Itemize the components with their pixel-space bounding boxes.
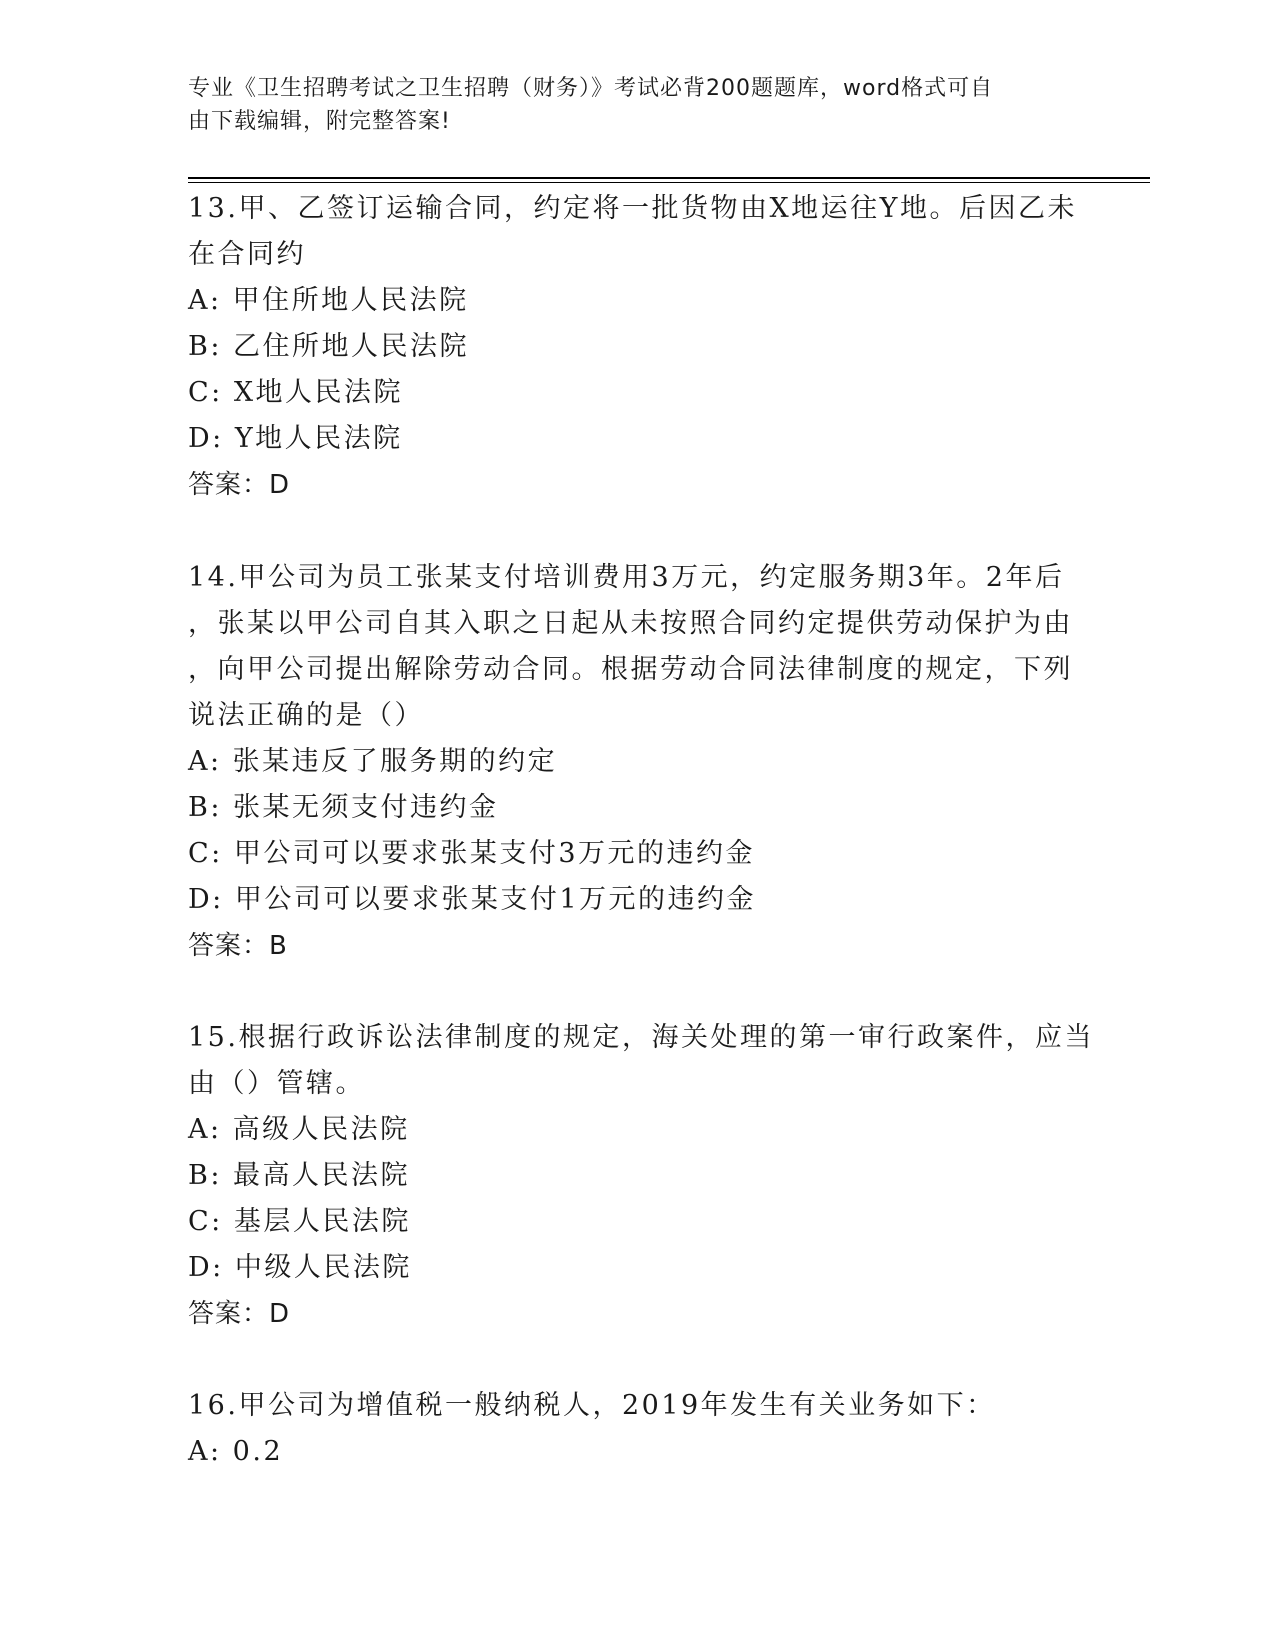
- question-stem-line: 16.甲公司为增值税一般纳税人，2019年发生有关业务如下：: [188, 1390, 996, 1421]
- option-b: B: 最高人民法院: [188, 1160, 411, 1191]
- option-b: B: 张某无须支付违约金: [188, 792, 499, 823]
- option-a: A: 0.2: [188, 1436, 284, 1467]
- question-stem-line: 由（）管辖。: [188, 1068, 365, 1099]
- option-d: D: 中级人民法院: [188, 1252, 412, 1283]
- option-c: C: 甲公司可以要求张某支付3万元的违约金: [188, 838, 756, 869]
- header-line-2: 由下载编辑，附完整答案!: [188, 109, 451, 134]
- option-c: C: X地人民法院: [188, 377, 404, 408]
- header-divider-thin: [188, 182, 1150, 183]
- answer-label: 答案：D: [188, 1299, 291, 1329]
- question-14: [188, 555, 1078, 969]
- question-stem-line: 13.甲、乙签订运输合同，约定将一批货物由X地运往Y地。后因乙未: [188, 193, 1077, 224]
- option-c: C: 基层人民法院: [188, 1206, 411, 1237]
- question-stem-line: ，向甲公司提出解除劳动合同。根据劳动合同法律制度的规定，下列: [188, 654, 1073, 685]
- header-divider-thick: [188, 177, 1150, 179]
- question-15: [188, 1015, 1094, 1337]
- option-a: A: 高级人民法院: [188, 1114, 410, 1145]
- question-13: [188, 186, 1078, 508]
- answer-label: 答案：B: [188, 931, 288, 961]
- option-a: A: 张某违反了服务期的约定: [188, 746, 558, 777]
- question-stem-line: ，张某以甲公司自其入职之日起从未按照合同约定提供劳动保护为由: [188, 608, 1073, 639]
- header-line-1: 专业《卫生招聘考试之卫生招聘（财务）》考试必背200题题库，word格式可自: [188, 76, 994, 101]
- option-d: D: 甲公司可以要求张某支付1万元的违约金: [188, 884, 757, 915]
- question-16: [188, 1383, 1078, 1475]
- question-stem-line: 在合同约: [188, 239, 306, 270]
- option-b: B: 乙住所地人民法院: [188, 331, 470, 362]
- answer-label: 答案：D: [188, 470, 291, 500]
- option-a: A: 甲住所地人民法院: [188, 285, 469, 316]
- option-d: D: Y地人民法院: [188, 423, 403, 454]
- question-stem-line: 说法正确的是（）: [188, 700, 424, 731]
- question-stem-line: 15.根据行政诉讼法律制度的规定，海关处理的第一审行政案件，应当: [188, 1022, 1094, 1053]
- question-stem-line: 14.甲公司为员工张某支付培训费用3万元，约定服务期3年。2年后: [188, 562, 1065, 593]
- document-header: [188, 72, 1068, 138]
